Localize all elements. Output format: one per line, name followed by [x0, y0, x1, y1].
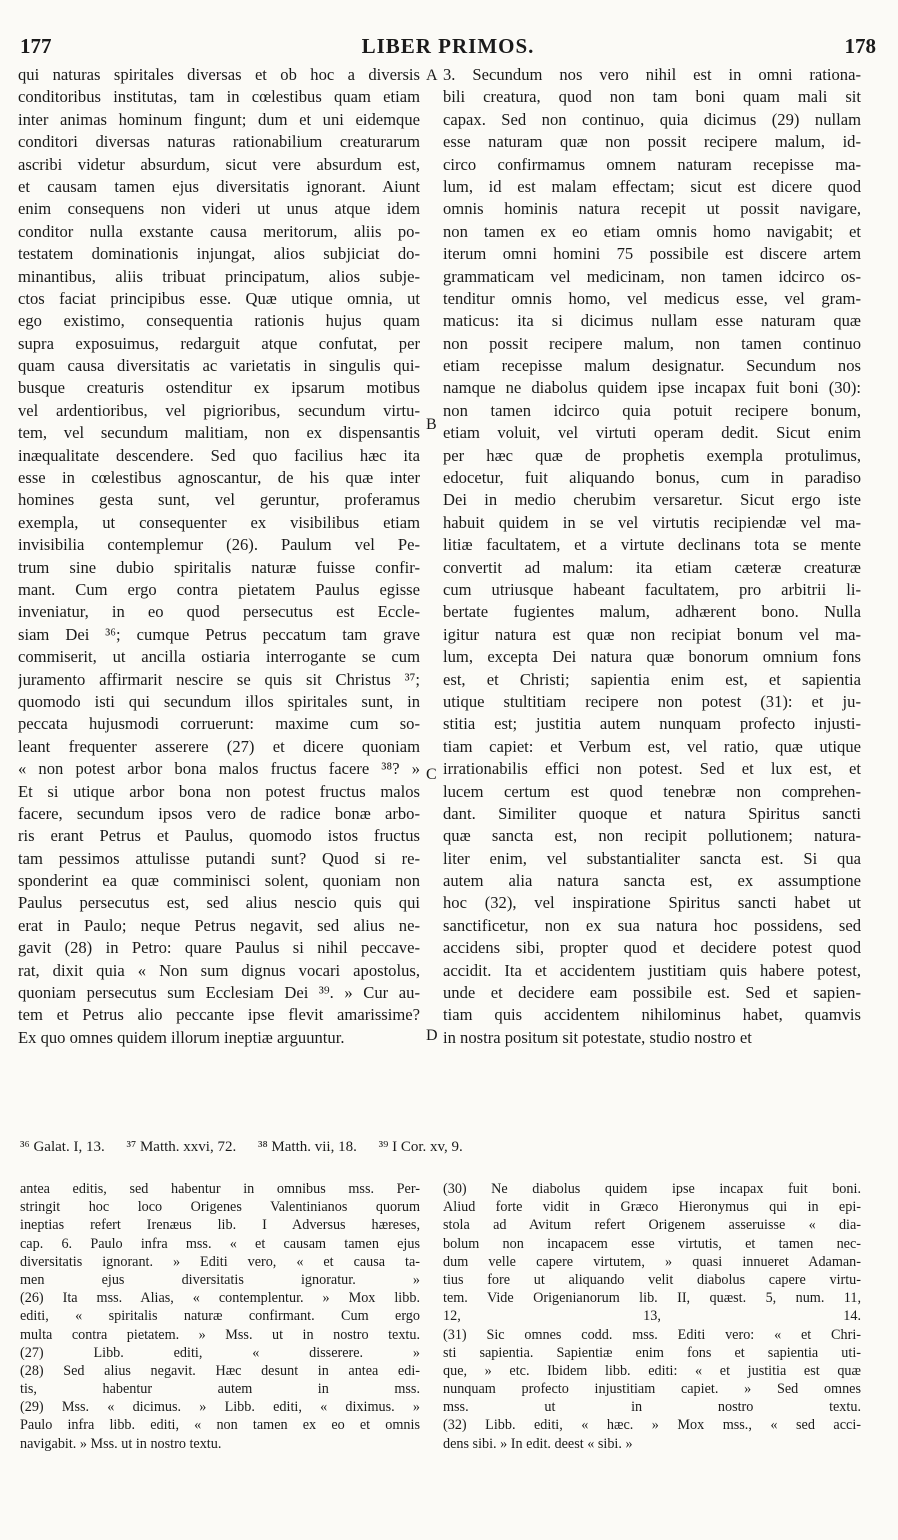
footnote-line: ineptias refert Irenæus lib. I Adversus hæreses, — [20, 1217, 420, 1234]
text-line: in nostra positum sit potestate, studio nostro et — [443, 1027, 752, 1047]
text-line: est, et Christi; sapientia enim est, et sapientia — [443, 669, 861, 689]
footnote-line: cap. 6. Paulo infra mss. « et causam tamen ejus — [20, 1235, 420, 1252]
text-line: tam pessimos attulisse putandi sunt? Quod si re- — [18, 848, 420, 868]
footnote-line: navigabit. » Mss. ut in nostro textu. — [20, 1435, 222, 1452]
text-line: edocetur, fuit aliquando bonus, cum in paradiso — [443, 468, 861, 488]
page-number-left: 177 — [20, 34, 52, 58]
margin-letter-b: B — [426, 416, 437, 433]
text-line: bertate fugientes malum, adhærent bono. Nulla — [443, 602, 861, 622]
text-line: accidit. Ita et accidentem justitiam quis habere potest, — [443, 960, 861, 980]
footnote-line: multa contra pietatem. » Mss. ut in nostro textu. — [20, 1326, 420, 1343]
text-line: ego existimo, consequentia rationis hujus quam — [18, 311, 420, 331]
text-line: quam causa diversitatis ac varietatis in singulis qui- — [18, 356, 420, 376]
footnote-line: mss. ut in nostro textu. — [443, 1399, 861, 1416]
text-line: peccata hujusmodi corruerunt: maxime cum so- — [18, 714, 420, 734]
running-title: LIBER PRIMOS. — [361, 34, 535, 58]
text-line: etiam voluit, vel virtuti operam dedit. Sicut enim — [443, 423, 861, 443]
text-line: testatem dominationis injungat, alios subjiciat do- — [18, 244, 420, 264]
footnote-line: (32) Libb. editi, « hæc. » Mox mss., « sed acci- — [443, 1417, 861, 1434]
text-line: irrationabilis effici non potest. Sed et lux est, et — [443, 759, 861, 779]
footnote-line: (31) Sic omnes codd. mss. Editi vero: « et Chri- — [443, 1326, 861, 1343]
text-line: tem et Petrus alio peccante ipse flevit amarissime? — [18, 1005, 420, 1025]
footnote-line: sti sapientia. Sapientiæ enim fons et sapientia uti- — [443, 1344, 861, 1361]
text-line: accidens sibi, propter quod et decidere potest quod — [443, 938, 861, 958]
text-line: lum, excepta Dei natura quæ bonorum omnium fons — [443, 647, 861, 667]
footnote-line: stringit hoc loco Origenes Valentinianos quorum — [20, 1199, 420, 1216]
text-line: iterum omni homini 75 possibile est discere artem — [443, 244, 861, 264]
footnote-line: men ejus diversitatis ignoratur. » — [20, 1271, 420, 1288]
main-text-right-column — [443, 64, 861, 1049]
scripture-reference: ³⁹ I Cor. xv, 9. — [378, 1139, 463, 1155]
text-line: qui naturas spiritales diversas et ob hoc a diversis — [18, 65, 420, 84]
text-line: tem, vel secundum malitiam, non ex dispensantis — [18, 423, 420, 443]
footnote-line: nunquam profecto injustitiam capiet. » Sed omnes — [443, 1381, 861, 1398]
footnote-line: tem. Vide Origenianorum lib. II, quæst. 5, num. 11, — [443, 1290, 861, 1307]
text-line: Et si utique arbor bona non potest fructus malos — [18, 781, 420, 801]
footnotes-right-column — [443, 1180, 861, 1453]
footnote-line: stola ad Avitum refert Origenem asseruisse « dia- — [443, 1217, 861, 1234]
text-line: lum, id est malam effectam; sicut est dicere quod — [443, 176, 861, 196]
text-line: erat in Paulo; neque Petrus negavit, sed alius ne- — [18, 915, 420, 935]
footnote-line: (30) Ne diabolus quidem ipse incapax fuit boni. — [443, 1181, 861, 1197]
footnote-line: Aliud forte vidit in Græco Hieronymus qui in epi- — [443, 1199, 861, 1216]
text-line: ascribi videtur absurdum, sicut vere absurdum est, — [18, 154, 420, 174]
text-line: etiam recepisse malum designatur. Secundum nos — [443, 356, 861, 376]
text-line: bili creatura, quod non tam boni quam mali sit — [443, 87, 861, 107]
text-line: autem alia natura sancta est, ex assumptione — [443, 871, 861, 891]
footnotes-left-column — [20, 1180, 420, 1453]
scripture-reference: ³⁸ Matth. vii, 18. — [257, 1139, 357, 1155]
scripture-references — [20, 1139, 876, 1156]
scripture-reference: ³⁷ Matth. xxvi, 72. — [126, 1139, 237, 1155]
text-line: grammaticam vel medicinam, non tamen idcirco os- — [443, 266, 861, 286]
footnote-line: (26) Ita mss. Alias, « contemplentur. » Mox libb. — [20, 1290, 420, 1307]
text-line: cum utriusque habeant facultatem, pro arbitrii li- — [443, 579, 861, 599]
margin-letter-c: C — [426, 766, 437, 783]
text-line: non possit recipere malum, non tamen continuo — [443, 333, 861, 353]
footnote-line: diversitatis ignorant. » Editi vero, « et causa ta- — [20, 1253, 420, 1270]
footnote-line: tis, habentur autem in mss. — [20, 1381, 420, 1398]
footnote-line: dens sibi. » In edit. deest « sibi. » — [443, 1435, 633, 1452]
text-line: vel ardentioribus, vel pigrioribus, secundum virtu- — [18, 400, 420, 420]
text-line: exempla, ut consequenter ex visibilibus etiam — [18, 512, 420, 532]
margin-letter-a: A — [426, 67, 438, 84]
text-line: stitia est; justitia autem nunquam profecto injusti- — [443, 714, 861, 734]
text-line: Paulus persecutus est, sed alius nescio quis qui — [18, 893, 420, 913]
text-line: Dei in medio cherubim versaretur. Sicut ergo iste — [443, 490, 861, 510]
text-line: leant frequenter asserere (27) et dicere quoniam — [18, 736, 420, 756]
page-number-right: 178 — [844, 34, 876, 58]
footnote-line: antea editis, sed habentur in omnibus mss. Per- — [20, 1181, 420, 1197]
scripture-reference: ³⁶ Galat. I, 13. — [20, 1139, 105, 1155]
text-line: maticus: ita si dicimus nullam esse naturam quæ — [443, 311, 861, 331]
margin-letter-d: D — [426, 1027, 438, 1044]
text-line: enim consequens non videri ut unus atque idem — [18, 199, 420, 219]
footnote-line: bolum non incapacem esse virtutis, et tamen nec- — [443, 1235, 861, 1252]
text-line: litiæ facultatem, et a virtute declinans tota se mente — [443, 535, 861, 555]
text-line: commiserit, ut ancilla ostiaria interrogante se cum — [18, 647, 420, 667]
text-line: liter enim, vel substantialiter sancta est. Si qua — [443, 848, 861, 868]
text-line: quoniam persecutus sum Ecclesiam Dei ³⁹. » Cur au- — [18, 983, 420, 1003]
text-line: conditor nulla exstante causa meritorum, aliis po- — [18, 221, 420, 241]
text-line: ctos faciat principibus esse. Quæ utique omnia, ut — [18, 288, 420, 308]
text-line: sponderint ea quæ comminisci solent, quoniam non — [18, 871, 420, 891]
text-line: convertit ad malum: ita etiam cæteræ creaturæ — [443, 557, 861, 577]
text-line: Ex quo omnes quidem illorum ineptiæ arguuntur. — [18, 1027, 345, 1047]
text-line: busque creaturis ostenditur ex ipsarum motibus — [18, 378, 420, 398]
footnote-line: tius fore ut aliquando velit diabolus capere virtu- — [443, 1271, 861, 1288]
text-line: habuit quidem in se vel virtutis recipiendæ vel ma- — [443, 512, 861, 532]
text-line: inveniatur, in eo quod persecutus est Eccle- — [18, 602, 420, 622]
footnote-line: (27) Libb. editi, « disserere. » — [20, 1344, 420, 1361]
text-line: esse in cœlestibus agnoscantur, de his quæ inter — [18, 468, 420, 488]
text-line: non tamen idcirco quia potuit recipere bonum, — [443, 400, 861, 420]
text-line: supra exposuimus, redarguit atque confutat, per — [18, 333, 420, 353]
text-line: facere, secundum ipsos vero de radice bonæ arbo- — [18, 803, 420, 823]
text-line: tenditur omnis homo, vel medicus esse, vel gram- — [443, 288, 861, 308]
text-line: « non potest arbor bona malos fructus facere ³⁸? » — [18, 759, 420, 779]
text-line: et causam tamen ejus diversitatis ignorant. Aiunt — [18, 176, 420, 196]
text-line: sanctificetur, non ex sua natura hoc possidens, sed — [443, 915, 861, 935]
text-line: esse naturam quæ non possit recipere malum, id- — [443, 132, 861, 152]
text-line: tiam capiet: et Verbum est, vel ratio, quæ utique — [443, 736, 861, 756]
text-line: inæqualitate descendere. Sed quo facilius hæc ita — [18, 445, 420, 465]
text-line: igitur natura est quæ non recipiat bonum vel ma- — [443, 624, 861, 644]
text-line: ris erant Petrus et Paulus, quomodo istos fructus — [18, 826, 420, 846]
text-line: quomodo isti qui secundum illos spiritales sunt, in — [18, 691, 420, 711]
text-line: juramento affirmarit nescire se quis sit Christus ³⁷; — [18, 669, 420, 689]
text-line: omnis hominis natura recepit ut possit navigare, — [443, 199, 861, 219]
text-line: non tamen ex eo etiam omnis homo navigabit; et — [443, 221, 861, 241]
footnote-line: Paulo infra libb. editi, « non tamen ex eo et omnis — [20, 1417, 420, 1434]
text-line: inter animas hominum fingunt; dum et uni eidemque — [18, 109, 420, 129]
text-line: mant. Cum ergo contra pietatem Paulus egisse — [18, 579, 420, 599]
text-line: gavit (28) in Petro: quare Paulus si nihil peccave- — [18, 938, 420, 958]
text-line: homines gesta sunt, vel geruntur, proferamus — [18, 490, 420, 510]
footnote-line: editi, « spiritalis naturæ confirmant. Cum ergo — [20, 1308, 420, 1325]
text-line: per hæc quæ de prophetis exempla protulimus, — [443, 445, 861, 465]
running-header — [20, 34, 876, 60]
text-line: unde et decidere eam possibile est. Sed et sapien- — [443, 983, 861, 1003]
footnote-line: (29) Mss. « dicimus. » Libb. editi, « diximus. » — [20, 1399, 420, 1416]
text-line: conditoribus institutas, tam in cœlestibus quam etiam — [18, 87, 420, 107]
main-text-left-column — [18, 64, 420, 1049]
text-line: capax. Sed non continuo, quia dicimus (29) nullam — [443, 109, 861, 129]
text-line: quæ sancta est, non recipit pollutionem; natura- — [443, 826, 861, 846]
text-line: trum sine dubio spiritalis naturæ fuisse confir- — [18, 557, 420, 577]
text-line: conditori diversas naturas rationabilium creaturarum — [18, 132, 420, 152]
text-line: hoc (32), vel inspiratione Spiritus sancti habet ut — [443, 893, 861, 913]
text-line: 3. Secundum nos vero nihil est in omni rationa- — [443, 65, 861, 84]
text-line: namque ne diabolus quidem ipse incapax fuit boni (30): — [443, 378, 861, 398]
text-line: rat, dixit quia « Non sum dignus vocari apostolus, — [18, 960, 420, 980]
text-line: invisibilia contemplemur (26). Paulum vel Pe- — [18, 535, 420, 555]
footnote-line: que, » etc. Ibidem libb. editi: « et justitia est quæ — [443, 1362, 861, 1379]
footnote-line: dum velle capere virtutem, » quasi innueret Adaman- — [443, 1253, 861, 1270]
text-line: circo confirmamus omnem naturam recepisse ma- — [443, 154, 861, 174]
footnote-line: 12, 13, 14. — [443, 1308, 861, 1325]
text-line: lucem certum est quod tenebræ non comprehen- — [443, 781, 861, 801]
text-line: tiam quis accidentem nihilominus habet, quamvis — [443, 1005, 861, 1025]
text-line: siam Dei ³⁶; cumque Petrus peccatum tam grave — [18, 624, 420, 644]
text-line: minantibus, aliis tribuat principatum, alios subje- — [18, 266, 420, 286]
text-line: utique stultitiam recipere non potest (31): et ju- — [443, 691, 861, 711]
text-line: dant. Similiter quoque et natura Spiritus sancti — [443, 803, 861, 823]
footnote-line: (28) Sed alius negavit. Hæc desunt in antea edi- — [20, 1362, 420, 1379]
